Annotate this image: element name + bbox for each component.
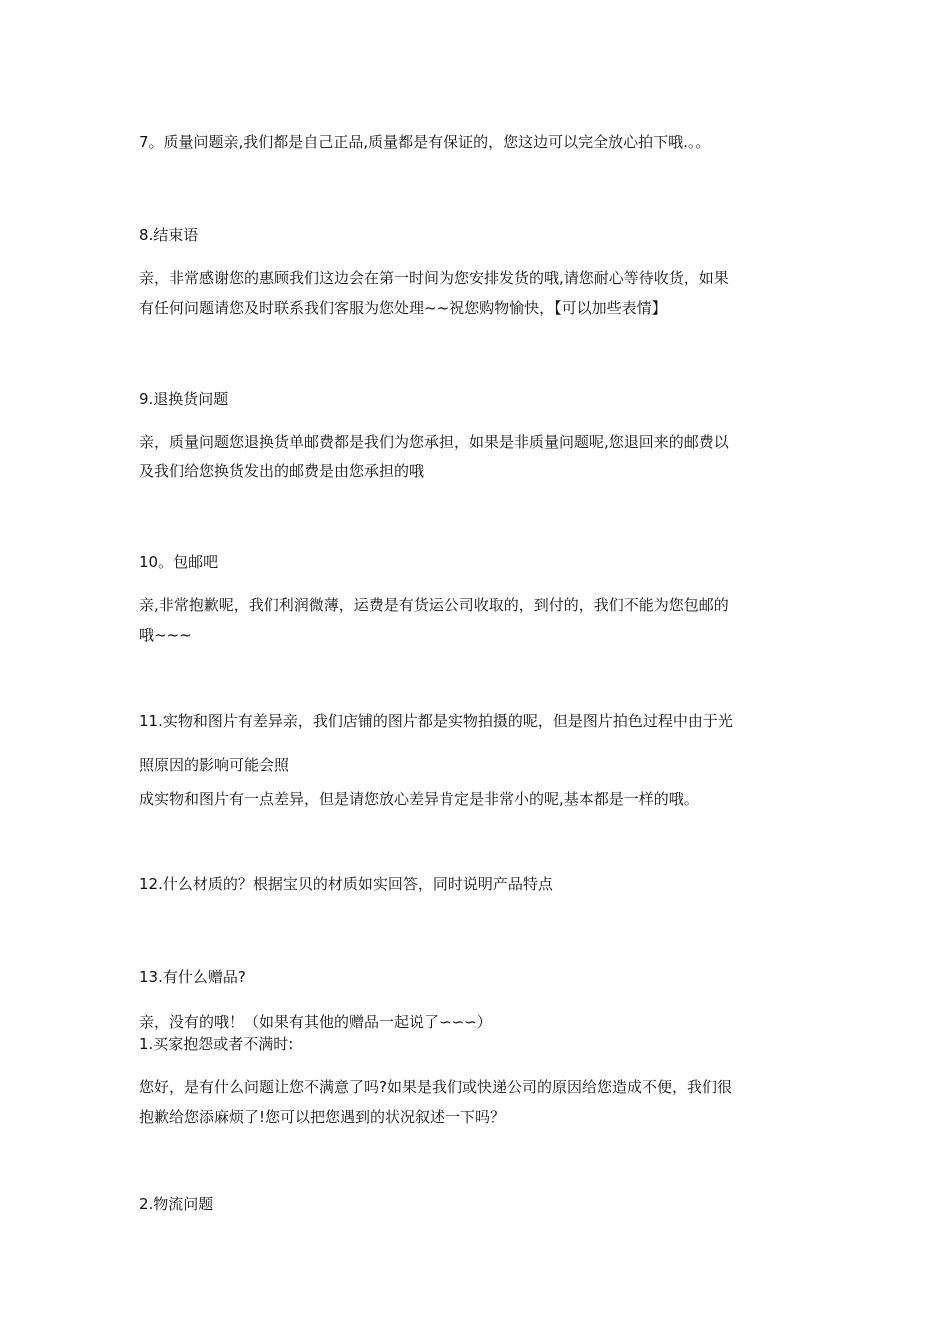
section-heading: 11.实物和图片有差异亲，我们店铺的图片都是实物拍摄的呢，但是图片拍色过程中由于光 [139,712,733,730]
section-heading: 9.退换货问题 [139,390,229,408]
section-heading: 10。包邮吧 [139,553,219,571]
section-heading: 8.结束语 [139,226,199,244]
section-heading: 12.什么材质的？根据宝贝的材质如实回答，同时说明产品特点 [139,875,553,893]
text-line: 亲,非常抱歉呢，我们利润微薄，运费是有货运公司收取的，到付的，我们不能为您包邮的 [139,596,729,614]
section-heading: 2.物流问题 [139,1195,214,1213]
text-line: 哦~~~ [139,626,192,644]
section-heading: 1.买家抱怨或者不满时: [139,1035,294,1053]
text-line: 照原因的影响可能会照 [139,756,290,774]
text-line: 及我们给您换货发出的邮费是由您承担的哦 [139,462,425,480]
text-line: 亲，质量问题您退换货单邮费都是我们为您承担，如果是非质量问题呢,您退回来的邮费以 [139,433,729,451]
text-line: 有任何问题请您及时联系我们客服为您处理~~祝您购物愉快，【可以加些表情】 [139,299,667,317]
text-line: 7。质量问题亲,我们都是自己正品,质量都是有保证的，您这边可以完全放心拍下哦.。。 [139,133,711,151]
section-heading: 13.有什么赠品? [139,968,246,986]
text-line: 抱歉给您添麻烦了!您可以把您遇到的状况叙述一下吗？ [139,1108,506,1126]
text-line: 您好，是有什么问题让您不满意了吗?如果是我们或快递公司的原因给您造成不便，我们很 [139,1078,732,1096]
text-line: 亲，没有的哦！（如果有其他的赠品一起说了∽∽∽） [139,1013,492,1031]
text-line: 亲，非常感谢您的惠顾我们这边会在第一时间为您安排发货的哦,请您耐心等待收货，如果 [139,269,729,287]
text-line: 成实物和图片有一点差异，但是请您放心差异肯定是非常小的呢,基本都是一样的哦。 [139,790,699,808]
